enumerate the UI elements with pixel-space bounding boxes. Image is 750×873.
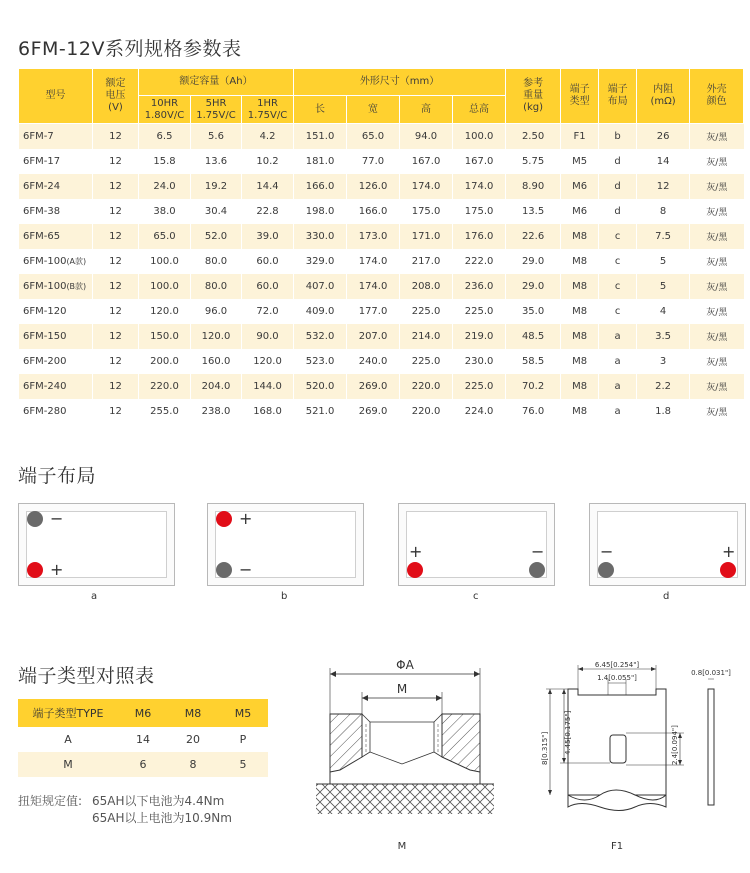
spec-cell-h: 220.0 [400, 399, 453, 424]
model-name: 6FM-100 [23, 256, 67, 267]
layout-b-diagram [207, 503, 364, 586]
phi-a-label: ΦA [396, 658, 414, 672]
model-cell [19, 324, 93, 349]
spec-cell-l: 520.0 [294, 374, 347, 399]
spec-cell-r: 14 [637, 149, 690, 174]
header-5hr: 5HR 1.75V/C [191, 96, 242, 124]
spec-cell-h: 208.0 [400, 274, 453, 299]
spec-cell-l: 198.0 [294, 199, 347, 224]
negative-terminal-icon [529, 562, 545, 578]
spec-cell-col: 灰/黑 [690, 149, 744, 174]
spec-cell-h: 220.0 [400, 374, 453, 399]
spec-cell-tt: M8 [561, 324, 599, 349]
model-name: 6FM-38 [23, 206, 61, 217]
spec-cell-c10: 120.0 [139, 299, 191, 324]
spec-cell-r: 8 [637, 199, 690, 224]
layout-d-diagram [589, 503, 746, 586]
spec-cell-c1: 120.0 [242, 349, 294, 374]
spec-cell-tt: M8 [561, 274, 599, 299]
spec-cell-c5: 19.2 [191, 174, 242, 199]
header-total-height: 总高 [453, 96, 506, 124]
model-name: 6FM-280 [23, 406, 67, 417]
spec-cell-col: 灰/黑 [690, 274, 744, 299]
spec-cell-w: 126.0 [347, 174, 400, 199]
spec-cell-tt: M8 [561, 224, 599, 249]
spec-cell-h: 94.0 [400, 124, 453, 150]
spec-cell-tl: c [599, 249, 637, 274]
model-cell [19, 124, 93, 150]
spec-cell-w: 166.0 [347, 199, 400, 224]
spec-cell-tt: M8 [561, 349, 599, 374]
spec-cell-c1: 168.0 [242, 399, 294, 424]
spec-cell-tt: M6 [561, 199, 599, 224]
spec-cell-w: 207.0 [347, 324, 400, 349]
minus-sign: − [239, 560, 253, 579]
page-title: 6FM-12V系列规格参数表 [18, 38, 242, 60]
spec-cell-c10: 100.0 [139, 249, 191, 274]
model-name: 6FM-100 [23, 281, 67, 292]
table-row [19, 224, 744, 249]
spec-cell-w: 174.0 [347, 274, 400, 299]
spec-cell-l: 532.0 [294, 324, 347, 349]
spec-cell-kg: 5.75 [506, 149, 561, 174]
header-terminal-layout: 端子 布局 [599, 69, 637, 124]
model-cell [19, 299, 93, 324]
spec-cell-h: 167.0 [400, 149, 453, 174]
spec-cell-v: 12 [93, 299, 139, 324]
spec-cell-h: 225.0 [400, 299, 453, 324]
spec-cell-w: 240.0 [347, 349, 400, 374]
spec-cell-r: 1.8 [637, 399, 690, 424]
spec-cell-v: 12 [93, 224, 139, 249]
negative-terminal-icon [598, 562, 614, 578]
spec-cell-col: 灰/黑 [690, 324, 744, 349]
spec-cell-th: 176.0 [453, 224, 506, 249]
spec-cell-v: 12 [93, 349, 139, 374]
m-caption: M [397, 841, 407, 852]
spec-cell-col: 灰/黑 [690, 199, 744, 224]
spec-cell-c10: 150.0 [139, 324, 191, 349]
header-voltage: 额定 电压 (V) [93, 69, 139, 124]
spec-cell-tl: c [599, 299, 637, 324]
model-variant: (B款) [66, 282, 87, 291]
spec-cell-c1: 60.0 [242, 249, 294, 274]
spec-cell-kg: 58.5 [506, 349, 561, 374]
header-model: 型号 [19, 69, 93, 124]
spec-cell-l: 151.0 [294, 124, 347, 150]
spec-cell-kg: 76.0 [506, 399, 561, 424]
f1-dim-slot: 1.4[0.055"] [597, 674, 637, 682]
type-cell: P [218, 727, 268, 752]
negative-terminal-icon [27, 511, 43, 527]
type-cell: 8 [168, 752, 218, 777]
spec-cell-h: 171.0 [400, 224, 453, 249]
model-name: 6FM-200 [23, 356, 67, 367]
type-cell: A [18, 727, 118, 752]
table-row [19, 174, 744, 199]
spec-cell-th: 219.0 [453, 324, 506, 349]
spec-cell-w: 65.0 [347, 124, 400, 150]
type-cell: M [18, 752, 118, 777]
type-header-m6: M6 [118, 699, 168, 727]
model-cell [19, 274, 93, 299]
type-cell: 14 [118, 727, 168, 752]
spec-cell-col: 灰/黑 [690, 224, 744, 249]
spec-cell-r: 7.5 [637, 224, 690, 249]
spec-cell-w: 269.0 [347, 374, 400, 399]
table-row [19, 349, 744, 374]
model-variant: (A款) [66, 257, 87, 266]
plus-sign: + [239, 509, 253, 528]
header-height: 高 [400, 96, 453, 124]
spec-cell-kg: 29.0 [506, 274, 561, 299]
spec-cell-col: 灰/黑 [690, 124, 744, 150]
spec-cell-col: 灰/黑 [690, 399, 744, 424]
type-cell: 5 [218, 752, 268, 777]
table-row [18, 727, 268, 752]
spec-cell-c10: 38.0 [139, 199, 191, 224]
table-row [19, 399, 744, 424]
spec-cell-w: 77.0 [347, 149, 400, 174]
model-cell [19, 399, 93, 424]
model-cell [19, 374, 93, 399]
type-header-m5: M5 [218, 699, 268, 727]
spec-cell-w: 173.0 [347, 224, 400, 249]
header-terminal-type: 端子 类型 [561, 69, 599, 124]
type-cell: 20 [168, 727, 218, 752]
spec-cell-c1: 90.0 [242, 324, 294, 349]
spec-cell-r: 5 [637, 249, 690, 274]
torque-label: 扭矩规定值: [18, 794, 83, 808]
f1-caption: F1 [610, 841, 624, 852]
model-cell [19, 249, 93, 274]
negative-terminal-icon [216, 562, 232, 578]
spec-cell-c1: 144.0 [242, 374, 294, 399]
spec-cell-c5: 120.0 [191, 324, 242, 349]
spec-cell-r: 3.5 [637, 324, 690, 349]
spec-cell-h: 214.0 [400, 324, 453, 349]
spec-cell-l: 523.0 [294, 349, 347, 374]
spec-cell-v: 12 [93, 199, 139, 224]
plus-sign: + [409, 542, 423, 561]
spec-cell-c10: 6.5 [139, 124, 191, 150]
model-cell [19, 149, 93, 174]
spec-cell-l: 329.0 [294, 249, 347, 274]
f1-dim-total-height: 8[0.315"] [541, 731, 549, 765]
spec-cell-c1: 39.0 [242, 224, 294, 249]
spec-cell-col: 灰/黑 [690, 374, 744, 399]
spec-cell-kg: 35.0 [506, 299, 561, 324]
table-row [19, 299, 744, 324]
spec-cell-tt: M8 [561, 299, 599, 324]
model-cell [19, 199, 93, 224]
spec-cell-th: 100.0 [453, 124, 506, 150]
f1-dim-thickness: 0.8[0.031"] [691, 669, 731, 677]
spec-cell-c5: 238.0 [191, 399, 242, 424]
layout-a-label: a [91, 591, 98, 602]
spec-cell-c1: 60.0 [242, 274, 294, 299]
spec-cell-v: 12 [93, 124, 139, 150]
spec-cell-th: 167.0 [453, 149, 506, 174]
torque-line-1: 65AH以下电池为4.4Nm [92, 794, 225, 808]
spec-cell-kg: 29.0 [506, 249, 561, 274]
spec-cell-kg: 2.50 [506, 124, 561, 150]
spec-cell-tl: a [599, 399, 637, 424]
spec-cell-tl: d [599, 174, 637, 199]
model-name: 6FM-17 [23, 156, 61, 167]
header-width: 宽 [347, 96, 400, 124]
spec-cell-th: 224.0 [453, 399, 506, 424]
spec-cell-tl: a [599, 374, 637, 399]
spec-cell-r: 12 [637, 174, 690, 199]
spec-cell-tt: M6 [561, 174, 599, 199]
spec-cell-kg: 8.90 [506, 174, 561, 199]
spec-cell-c5: 204.0 [191, 374, 242, 399]
spec-cell-col: 灰/黑 [690, 174, 744, 199]
spec-cell-tl: d [599, 199, 637, 224]
spec-cell-r: 2.2 [637, 374, 690, 399]
spec-cell-c10: 65.0 [139, 224, 191, 249]
model-cell [19, 224, 93, 249]
spec-cell-c1: 22.8 [242, 199, 294, 224]
spec-cell-r: 5 [637, 274, 690, 299]
spec-cell-tt: M8 [561, 374, 599, 399]
header-length: 长 [294, 96, 347, 124]
positive-terminal-icon [720, 562, 736, 578]
type-header-m8: M8 [168, 699, 218, 727]
spec-cell-tl: d [599, 149, 637, 174]
spec-cell-kg: 70.2 [506, 374, 561, 399]
m-terminal-drawing [310, 652, 500, 852]
spec-cell-tt: M8 [561, 399, 599, 424]
spec-cell-c5: 5.6 [191, 124, 242, 150]
spec-cell-v: 12 [93, 324, 139, 349]
spec-cell-th: 222.0 [453, 249, 506, 274]
f1-terminal-drawing [530, 655, 745, 855]
positive-terminal-icon [27, 562, 43, 578]
spec-cell-c1: 4.2 [242, 124, 294, 150]
header-color: 外壳 颜色 [690, 69, 744, 124]
model-name: 6FM-65 [23, 231, 61, 242]
positive-terminal-icon [407, 562, 423, 578]
table-row [19, 324, 744, 349]
spec-cell-c10: 255.0 [139, 399, 191, 424]
model-name: 6FM-240 [23, 381, 67, 392]
minus-sign: − [50, 509, 64, 528]
type-header-type: 端子类型TYPE [18, 699, 118, 727]
spec-cell-r: 26 [637, 124, 690, 150]
minus-sign: − [531, 542, 545, 561]
spec-cell-c1: 72.0 [242, 299, 294, 324]
model-name: 6FM-120 [23, 306, 67, 317]
plus-sign: + [722, 542, 736, 561]
spec-cell-c1: 14.4 [242, 174, 294, 199]
spec-cell-tl: a [599, 324, 637, 349]
spec-cell-c10: 220.0 [139, 374, 191, 399]
m-dimension-label: M [396, 682, 408, 696]
model-name: 6FM-150 [23, 331, 67, 342]
spec-cell-tl: c [599, 224, 637, 249]
spec-cell-v: 12 [93, 274, 139, 299]
spec-cell-v: 12 [93, 374, 139, 399]
spec-cell-v: 12 [93, 149, 139, 174]
spec-cell-l: 330.0 [294, 224, 347, 249]
spec-cell-c5: 80.0 [191, 249, 242, 274]
terminal-type-table [18, 699, 268, 777]
spec-cell-c5: 13.6 [191, 149, 242, 174]
spec-cell-th: 174.0 [453, 174, 506, 199]
torque-line-2: 65AH以上电池为10.9Nm [92, 811, 232, 825]
spec-table [18, 68, 744, 424]
positive-terminal-icon [216, 511, 232, 527]
header-dimensions: 外形尺寸（mm） [294, 69, 506, 96]
layout-c-label: c [473, 591, 479, 602]
spec-cell-l: 407.0 [294, 274, 347, 299]
spec-cell-th: 236.0 [453, 274, 506, 299]
spec-cell-w: 174.0 [347, 249, 400, 274]
table-row [19, 149, 744, 174]
table-row [18, 752, 268, 777]
spec-cell-c5: 160.0 [191, 349, 242, 374]
spec-cell-h: 175.0 [400, 199, 453, 224]
spec-cell-h: 225.0 [400, 349, 453, 374]
spec-cell-th: 230.0 [453, 349, 506, 374]
spec-cell-col: 灰/黑 [690, 349, 744, 374]
spec-cell-th: 225.0 [453, 374, 506, 399]
spec-cell-c5: 96.0 [191, 299, 242, 324]
table-row [19, 249, 744, 274]
spec-cell-v: 12 [93, 174, 139, 199]
spec-cell-c10: 200.0 [139, 349, 191, 374]
header-10hr: 10HR 1.80V/C [139, 96, 191, 124]
f1-dim-hole-height: 4.45[0.175"] [564, 710, 572, 755]
header-capacity: 额定容量（Ah） [139, 69, 294, 96]
minus-sign: − [600, 542, 614, 561]
table-row [19, 274, 744, 299]
model-name: 6FM-24 [23, 181, 61, 192]
table-row [19, 374, 744, 399]
spec-cell-v: 12 [93, 249, 139, 274]
spec-cell-w: 177.0 [347, 299, 400, 324]
spec-cell-l: 166.0 [294, 174, 347, 199]
spec-cell-r: 4 [637, 299, 690, 324]
plus-sign: + [50, 560, 64, 579]
layout-b-label: b [281, 591, 288, 602]
spec-cell-col: 灰/黑 [690, 249, 744, 274]
f1-dim-hole: 2.4[0.094"] [671, 725, 679, 765]
spec-cell-tl: a [599, 349, 637, 374]
spec-cell-tt: F1 [561, 124, 599, 150]
spec-cell-kg: 22.6 [506, 224, 561, 249]
header-1hr: 1HR 1.75V/C [242, 96, 294, 124]
spec-cell-c10: 15.8 [139, 149, 191, 174]
model-name: 6FM-7 [23, 131, 54, 142]
spec-cell-c5: 80.0 [191, 274, 242, 299]
model-cell [19, 174, 93, 199]
type-cell: 6 [118, 752, 168, 777]
spec-cell-tt: M5 [561, 149, 599, 174]
spec-cell-tl: b [599, 124, 637, 150]
type-section-title: 端子类型对照表 [18, 665, 155, 687]
layout-a-diagram [18, 503, 175, 586]
spec-cell-l: 181.0 [294, 149, 347, 174]
table-row [19, 199, 744, 224]
layout-section-title: 端子布局 [18, 465, 97, 487]
spec-cell-kg: 48.5 [506, 324, 561, 349]
spec-cell-l: 521.0 [294, 399, 347, 424]
spec-cell-th: 225.0 [453, 299, 506, 324]
spec-cell-h: 174.0 [400, 174, 453, 199]
spec-cell-tl: c [599, 274, 637, 299]
layout-d-label: d [663, 591, 670, 602]
header-weight: 参考 重量 (kg) [506, 69, 561, 124]
spec-cell-th: 175.0 [453, 199, 506, 224]
spec-cell-tt: M8 [561, 249, 599, 274]
spec-cell-c1: 10.2 [242, 149, 294, 174]
spec-cell-r: 3 [637, 349, 690, 374]
table-row [19, 124, 744, 150]
spec-cell-w: 269.0 [347, 399, 400, 424]
spec-cell-v: 12 [93, 399, 139, 424]
spec-cell-l: 409.0 [294, 299, 347, 324]
spec-cell-c10: 100.0 [139, 274, 191, 299]
f1-dim-width: 6.45[0.254"] [594, 661, 640, 669]
layout-c-diagram [398, 503, 555, 586]
header-resistance: 内阻 (mΩ) [637, 69, 690, 124]
model-cell [19, 349, 93, 374]
spec-cell-c10: 24.0 [139, 174, 191, 199]
spec-cell-kg: 13.5 [506, 199, 561, 224]
spec-cell-col: 灰/黑 [690, 299, 744, 324]
spec-cell-c5: 52.0 [191, 224, 242, 249]
spec-cell-h: 217.0 [400, 249, 453, 274]
spec-cell-c5: 30.4 [191, 199, 242, 224]
